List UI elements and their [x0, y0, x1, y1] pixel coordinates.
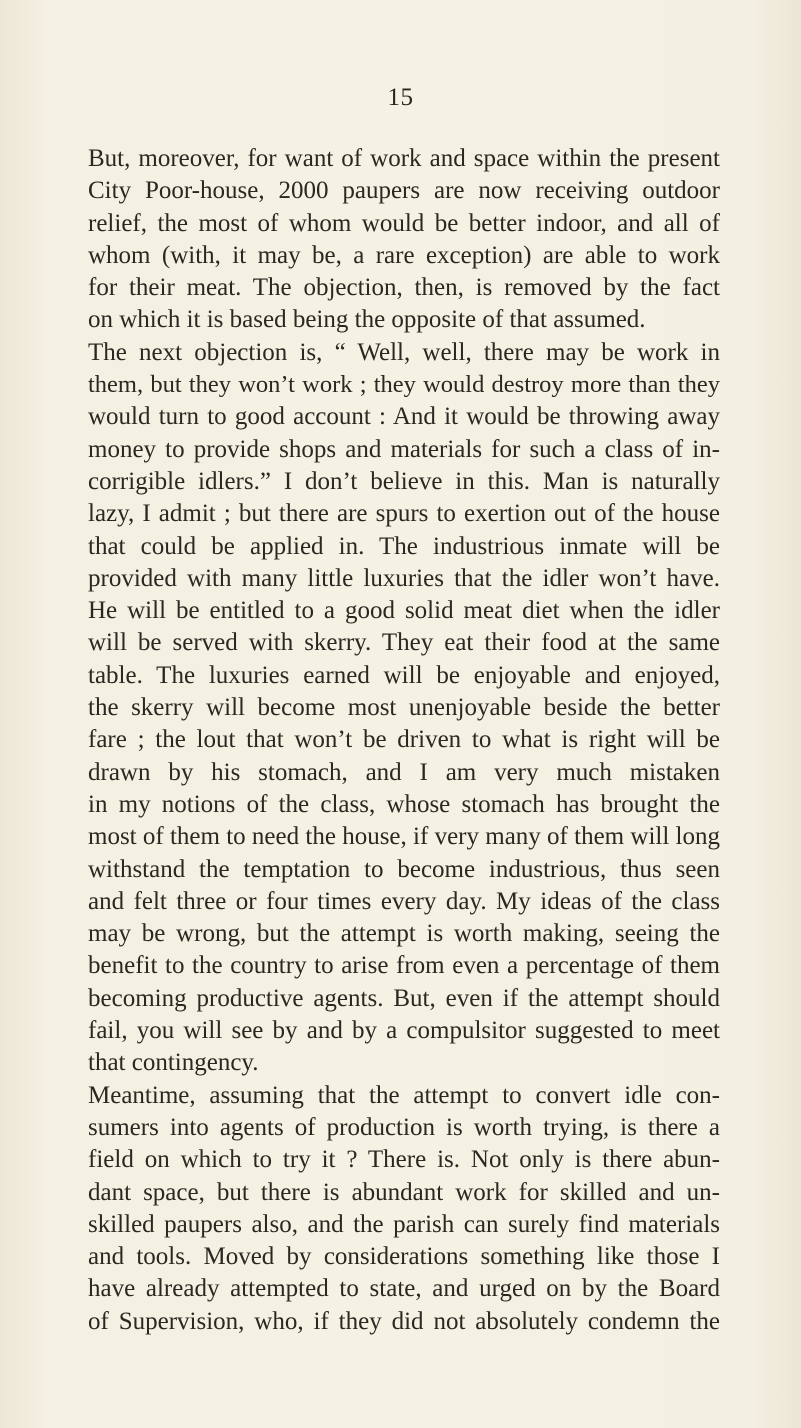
text-line: drawn by his stomach, and I am very much mistaken: [88, 758, 720, 786]
text-line: of Supervision, who, if they did not absolutely condemn the: [88, 1307, 720, 1335]
text-line: and tools. Moved by considerations something like those I: [88, 1243, 720, 1271]
text-line: and felt three or four times every day. My ideas of the class: [88, 887, 720, 915]
text-line: may be wrong, but the attempt is worth making, seeing the: [88, 920, 720, 948]
text-line: that could be applied in. The industrious inmate will be: [88, 532, 720, 560]
text-line: fail, you will see by and by a compulsitor suggested to meet: [88, 1017, 720, 1045]
text-line: most of them to need the house, if very many of them will long: [88, 823, 720, 851]
text-line: relief, the most of whom would be better indoor, and all of: [88, 209, 720, 237]
text-line: that contingency.: [88, 1049, 259, 1077]
text-line: He will be entitled to a good solid meat diet when the idler: [88, 597, 720, 625]
text-line: skilled paupers also, and the parish can surely find materials: [88, 1210, 720, 1238]
text-line: Meantime, assuming that the attempt to convert idle con-: [88, 1081, 720, 1109]
text-line: on which it is based being the opposite of that assumed.: [88, 306, 646, 334]
text-line: fare ; the lout that won’t be driven to what is right will be: [88, 726, 720, 754]
text-line: will be served with skerry. They eat their food at the same: [88, 629, 720, 657]
text-line: dant space, but there is abundant work for skilled and un-: [88, 1178, 720, 1206]
text-line: sumers into agents of production is worth trying, is there a: [88, 1113, 720, 1141]
text-line: in my notions of the class, whose stomach has brought the: [88, 790, 720, 818]
text-line: The next objection is, “ Well, well, there may be work in: [88, 338, 720, 366]
text-line: withstand the temptation to become industrious, thus seen: [88, 855, 720, 883]
text-line: field on which to try it ? There is. Not only is there abun-: [88, 1146, 720, 1174]
text-line: table. The luxuries earned will be enjoyable and enjoyed,: [88, 661, 720, 689]
text-line: for their meat. The objection, then, is removed by the fact: [88, 274, 720, 302]
text-line: would turn to good account : And it would be throwing away: [88, 403, 720, 431]
text-line: corrigible idlers.” I don’t believe in this. Man is naturally: [88, 467, 720, 495]
text-line: benefit to the country to arise from even a percentage of them: [88, 952, 720, 980]
text-line: whom (with, it may be, a rare exception) are able to work: [88, 241, 720, 269]
text-line: But, moreover, for want of work and space within the present: [88, 145, 720, 172]
body-text: [88, 143, 720, 1338]
text-line: money to provide shops and materials for such a class of in-: [88, 435, 720, 463]
page-number: 15: [387, 84, 414, 111]
text-line: lazy, I admit ; but there are spurs to exertion out of the house: [88, 500, 720, 528]
text-line: provided with many little luxuries that the idler won’t have.: [88, 564, 720, 592]
text-line: City Poor-house, 2000 paupers are now receiving outdoor: [88, 177, 720, 205]
text-line: the skerry will become most unenjoyable beside the better: [88, 694, 720, 722]
text-line: them, but they won’t work ; they would destroy more than they: [88, 371, 720, 399]
text-line: becoming productive agents. But, even if the attempt should: [88, 984, 720, 1012]
text-line: have already attempted to state, and urged on by the Board: [88, 1275, 720, 1303]
